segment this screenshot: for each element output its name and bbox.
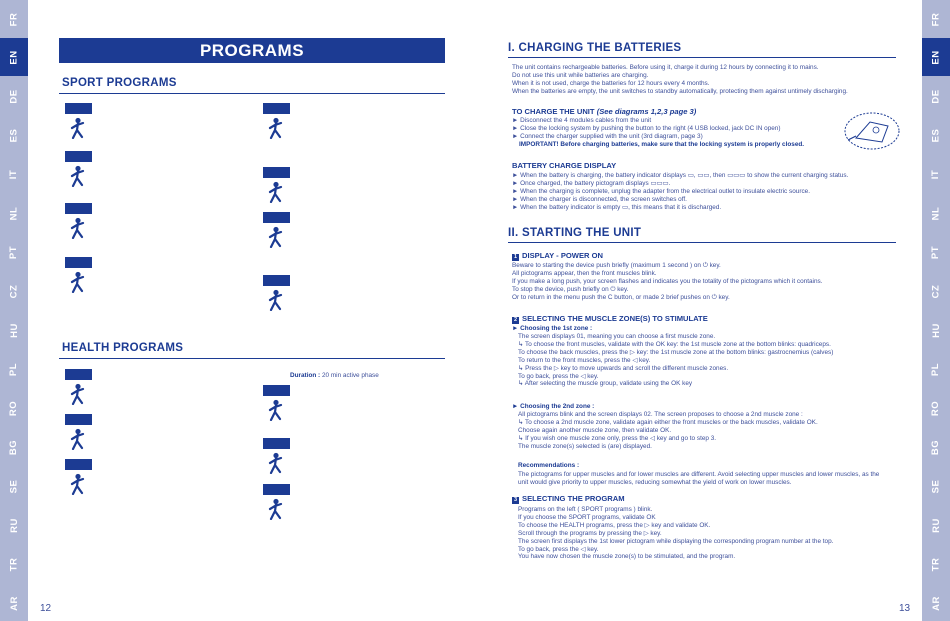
charging-steps bbox=[512, 117, 897, 149]
athlete-pictogram-icon bbox=[65, 165, 91, 187]
divider bbox=[59, 358, 445, 359]
lang-tab-ar[interactable] bbox=[0, 584, 28, 621]
athlete-pictogram-icon bbox=[263, 117, 289, 139]
lang-tab-se[interactable] bbox=[922, 467, 950, 505]
lang-tab-ro[interactable] bbox=[0, 389, 28, 427]
text-line: The screen displays 01, meaning you can choose a first muscle zone. bbox=[518, 333, 716, 340]
language-tabs-right bbox=[922, 0, 950, 621]
sport-programs-heading: SPORT PROGRAMS bbox=[62, 77, 177, 89]
lang-tab-label: HU bbox=[8, 322, 20, 338]
lang-tab-label: SE bbox=[930, 479, 942, 493]
lang-tab-label: CZ bbox=[930, 284, 942, 298]
text-line: ► When the battery is charging, the battery indicator displays ▭, ▭▭, then ▭▭▭ to show the current charging status. bbox=[512, 172, 849, 179]
lang-tab-label: BG bbox=[8, 439, 20, 455]
text-line: To choose the back muscles, press the ▷ key: the 1st muscle zone at the bottom blinks: gastrocnemius (calves) bbox=[518, 348, 834, 356]
lang-tab-label: ES bbox=[930, 128, 942, 142]
program-code-badge bbox=[263, 275, 290, 286]
athlete-pictogram-icon bbox=[65, 271, 91, 293]
lang-tab-label: PT bbox=[930, 245, 942, 259]
battery-display-list bbox=[512, 172, 897, 212]
battery-display-heading: BATTERY CHARGE DISPLAY bbox=[512, 161, 617, 170]
lang-tab-label: FR bbox=[8, 12, 20, 26]
lang-tab-label: IT bbox=[930, 169, 942, 179]
lang-tab-label: AR bbox=[8, 595, 20, 611]
pg11-duration: Duration : 20 min active phase bbox=[290, 372, 379, 379]
text-line: All pictograms appear, then the front muscles blink. bbox=[512, 269, 657, 277]
program-code-badge bbox=[65, 369, 92, 380]
program-code-badge bbox=[65, 414, 92, 425]
step3-heading: 3 SELECTING THE PROGRAM bbox=[513, 494, 625, 503]
text-line: ↳ Press the ▷ key to move upwards and scroll the different muscle zones. bbox=[518, 364, 729, 372]
program-description bbox=[93, 425, 251, 433]
athlete-pictogram-icon bbox=[263, 181, 289, 203]
step1-text bbox=[512, 262, 897, 302]
program-description bbox=[291, 178, 449, 186]
program-code-badge bbox=[263, 212, 290, 223]
text-line: ► Once charged, the battery pictogram displays ▭▭▭. bbox=[512, 179, 671, 187]
text-line: ↳ After selecting the muscle group, validate using the OK key bbox=[518, 380, 693, 388]
text-line: ↳ If you wish one muscle zone only, press the ◁ key and go to step 3. bbox=[518, 434, 717, 442]
zone2-heading: ► Choosing the 2nd zone : bbox=[512, 403, 595, 410]
lang-tab-label: FR bbox=[930, 12, 942, 26]
lang-tab-label: RU bbox=[8, 517, 20, 533]
program-code-badge bbox=[65, 459, 92, 470]
text-line: Scroll through the programs by pressing the ▷ key. bbox=[518, 529, 662, 537]
program-description bbox=[291, 114, 449, 122]
program-code-badge bbox=[65, 103, 92, 114]
lang-tab-label: BG bbox=[930, 439, 942, 455]
program-description bbox=[93, 380, 251, 388]
page-number-right: 13 bbox=[899, 603, 911, 614]
lang-tab-ru[interactable] bbox=[922, 506, 950, 544]
lang-tab-pt[interactable] bbox=[0, 233, 28, 271]
program-description bbox=[291, 223, 449, 231]
text-line: Choose again another muscle zone, then validate OK. bbox=[518, 426, 672, 434]
text-line: To return to the front muscles, press the ◁ key. bbox=[518, 356, 651, 364]
zone2-text bbox=[518, 411, 903, 451]
text-line: To choose the HEALTH programs, press the ▷ key and validate OK. bbox=[518, 521, 711, 529]
program-code-badge bbox=[263, 103, 290, 114]
text-line: When the batteries are empty, the unit switches to standby automatically, protecting them against untimely discharging. bbox=[512, 87, 848, 95]
text-line: The pictograms for upper muscles and for lower muscles are different. Avoid selecting upper muscles and lower muscles, as the bbox=[518, 471, 880, 478]
text-line: All pictograms blink and the screen displays 02. The screen proposes to choose a 2nd muscle zone : bbox=[518, 411, 803, 418]
text-line: ↳ To choose the front muscles, validate with the OK key: the 1st muscle zone at the bottom blinks: quadriceps. bbox=[518, 340, 831, 348]
program-code-badge bbox=[65, 151, 92, 162]
lang-tab-ro[interactable] bbox=[922, 389, 950, 427]
programs-banner: PROGRAMS bbox=[59, 38, 445, 63]
program-description bbox=[291, 396, 449, 404]
text-line: To stop the device, push briefly on ⏻ key. bbox=[512, 285, 629, 293]
text-line: The muscle zone(s) selected is (are) displayed. bbox=[518, 442, 652, 450]
lang-tab-label: CZ bbox=[8, 284, 20, 298]
program-code-badge bbox=[65, 257, 92, 268]
lang-tab-pt[interactable] bbox=[922, 233, 950, 271]
text-line: You have now chosen the muscle zone(s) to be stimulated, and the program. bbox=[518, 553, 736, 561]
text-line: If you choose the SPORT programs, validate OK bbox=[518, 513, 656, 521]
athlete-pictogram-icon bbox=[65, 117, 91, 139]
lang-tab-label: SE bbox=[8, 479, 20, 493]
step1-heading: 1 DISPLAY - POWER ON bbox=[513, 251, 604, 260]
lang-tab-ru[interactable] bbox=[0, 506, 28, 544]
text-line: Do not use this unit while batteries are charging. bbox=[512, 71, 649, 79]
text-line: Or to return in the menu push the C button, or made 2 brief pushes on ⏻ key. bbox=[512, 293, 730, 301]
lang-tab-label: HU bbox=[930, 322, 942, 338]
lang-tab-pl[interactable] bbox=[922, 350, 950, 388]
lang-tab-es[interactable] bbox=[0, 116, 28, 154]
starting-heading: II. STARTING THE UNIT bbox=[508, 227, 642, 239]
lang-tab-cz[interactable] bbox=[922, 272, 950, 310]
divider bbox=[508, 57, 896, 58]
athlete-pictogram-icon bbox=[65, 473, 91, 495]
program-code-badge bbox=[263, 385, 290, 396]
program-code-badge bbox=[263, 484, 290, 495]
athlete-pictogram-icon bbox=[263, 498, 289, 520]
lang-tab-label: RU bbox=[930, 517, 942, 533]
text-line: When it is not used, charge the batteries for 12 hours every 4 months. bbox=[512, 79, 710, 87]
text-line: unit would give priority to upper muscles, reducing somewhat the yield of work on lower muscles. bbox=[518, 478, 792, 486]
text-line: ► When the battery indicator is empty ▭, this means that it is discharged. bbox=[512, 203, 722, 211]
text-line: ► Connect the charger supplied with the unit (3rd diagram, page 3) bbox=[512, 132, 703, 140]
lang-tab-label: RO bbox=[930, 400, 942, 416]
lang-tab-hu[interactable] bbox=[0, 311, 28, 349]
athlete-pictogram-icon bbox=[263, 452, 289, 474]
lang-tab-de[interactable] bbox=[0, 77, 28, 115]
lang-tab-label: PT bbox=[8, 245, 20, 259]
lang-tab-bg[interactable] bbox=[922, 428, 950, 466]
step2-heading: 2 SELECTING THE MUSCLE ZONE(S) TO STIMULATE bbox=[513, 314, 708, 323]
text-line: ► Close the locking system by pushing the button to the right (4 USB locked, jack DC IN open) bbox=[512, 124, 781, 132]
lang-tab-fr[interactable] bbox=[922, 0, 950, 38]
zone1-text bbox=[518, 333, 903, 388]
lang-tab-se[interactable] bbox=[0, 467, 28, 505]
lang-tab-tr[interactable] bbox=[0, 545, 28, 583]
lang-tab-label: NL bbox=[930, 206, 942, 220]
lang-tab-hu[interactable] bbox=[922, 311, 950, 349]
lang-tab-label: EN bbox=[930, 49, 942, 65]
text-line: To go back, press the ◁ key. bbox=[518, 372, 599, 380]
program-description bbox=[93, 214, 251, 222]
lang-tab-label: DE bbox=[8, 88, 20, 104]
lang-tab-es[interactable] bbox=[922, 116, 950, 154]
to-charge-heading: TO CHARGE THE UNIT (See diagrams 1,2,3 page 3) bbox=[512, 107, 697, 116]
lang-tab-label: NL bbox=[8, 206, 20, 220]
text-line: ↳ To choose a 2nd muscle zone, validate again either the front muscles or the back muscles, validate OK. bbox=[518, 418, 818, 426]
lang-tab-label: TR bbox=[930, 557, 942, 571]
athlete-pictogram-icon bbox=[263, 226, 289, 248]
athlete-pictogram-icon bbox=[263, 289, 289, 311]
athlete-pictogram-icon bbox=[65, 428, 91, 450]
lang-tab-en[interactable] bbox=[0, 38, 28, 76]
lang-tab-en[interactable] bbox=[922, 38, 950, 76]
zone1-heading: ► Choosing the 1st zone : bbox=[512, 325, 593, 332]
program-code-badge bbox=[263, 438, 290, 449]
lang-tab-label: PL bbox=[8, 362, 20, 376]
lang-tab-nl[interactable] bbox=[0, 194, 28, 232]
lang-tab-pl[interactable] bbox=[0, 350, 28, 388]
text-line: To go back, press the ◁ key. bbox=[518, 545, 599, 553]
lang-tab-nl[interactable] bbox=[922, 194, 950, 232]
lang-tab-label: IT bbox=[8, 169, 20, 179]
lang-tab-label: PL bbox=[930, 362, 942, 376]
charging-heading: I. CHARGING THE BATTERIES bbox=[508, 42, 682, 54]
step3-text bbox=[518, 506, 903, 561]
divider bbox=[59, 93, 445, 94]
text-line: If you make a long push, your screen flashes and indicates you the totality of the pictograms which it contains. bbox=[512, 277, 823, 285]
program-description bbox=[291, 495, 449, 503]
athlete-pictogram-icon bbox=[65, 217, 91, 239]
lang-tab-label: EN bbox=[8, 49, 20, 65]
lang-tab-label: TR bbox=[8, 557, 20, 571]
athlete-pictogram-icon bbox=[263, 399, 289, 421]
recommendations-text bbox=[518, 471, 903, 487]
lang-tab-bg[interactable] bbox=[0, 428, 28, 466]
athlete-pictogram-icon bbox=[65, 383, 91, 405]
text-line: The screen first displays the 1st lower pictogram while displaying the corresponding program number at the top. bbox=[518, 537, 834, 545]
program-description bbox=[93, 268, 251, 276]
program-description bbox=[93, 114, 251, 122]
text-line: ► Disconnect the 4 modules cables from the unit bbox=[512, 117, 652, 124]
program-code-badge bbox=[263, 167, 290, 178]
divider bbox=[508, 242, 896, 243]
lang-tab-ar[interactable] bbox=[922, 584, 950, 621]
lang-tab-it[interactable] bbox=[922, 155, 950, 193]
page-number-left: 12 bbox=[40, 603, 52, 614]
lang-tab-label: ES bbox=[8, 128, 20, 142]
program-description bbox=[291, 286, 449, 294]
lang-tab-label: AR bbox=[930, 595, 942, 611]
lang-tab-label: RO bbox=[8, 400, 20, 416]
lang-tab-label: DE bbox=[930, 88, 942, 104]
lang-tab-cz[interactable] bbox=[0, 272, 28, 310]
text-line: Beware to starting the device push briefly (maximum 1 second ) on ⏻ key. bbox=[512, 262, 721, 269]
charging-intro bbox=[512, 64, 897, 96]
recommendations-heading: Recommendations : bbox=[518, 462, 580, 469]
lang-tab-fr[interactable] bbox=[0, 0, 28, 38]
program-description bbox=[291, 449, 449, 457]
lang-tab-de[interactable] bbox=[922, 77, 950, 115]
lang-tab-it[interactable] bbox=[0, 155, 28, 193]
text-line: Programs on the left ( SPORT programs ) blink. bbox=[518, 506, 653, 513]
language-tabs-left bbox=[0, 0, 28, 621]
program-description bbox=[93, 162, 251, 170]
important-note: IMPORTANT! Before charging batteries, make sure that the locking system is properly closed. bbox=[519, 140, 805, 148]
text-line: The unit contains rechargeable batteries. Before using it, charge it during 12 hours by connecting it to mains. bbox=[512, 64, 819, 71]
text-line: ► When the charger is disconnected, the screen switches off. bbox=[512, 195, 687, 203]
lang-tab-tr[interactable] bbox=[922, 545, 950, 583]
program-code-badge bbox=[65, 203, 92, 214]
health-programs-heading: HEALTH PROGRAMS bbox=[62, 342, 184, 354]
unit-diagram-icon bbox=[842, 110, 902, 152]
text-line: ► When the charging is complete, unplug the adapter from the electrical outlet to insulate electric source. bbox=[512, 187, 810, 195]
